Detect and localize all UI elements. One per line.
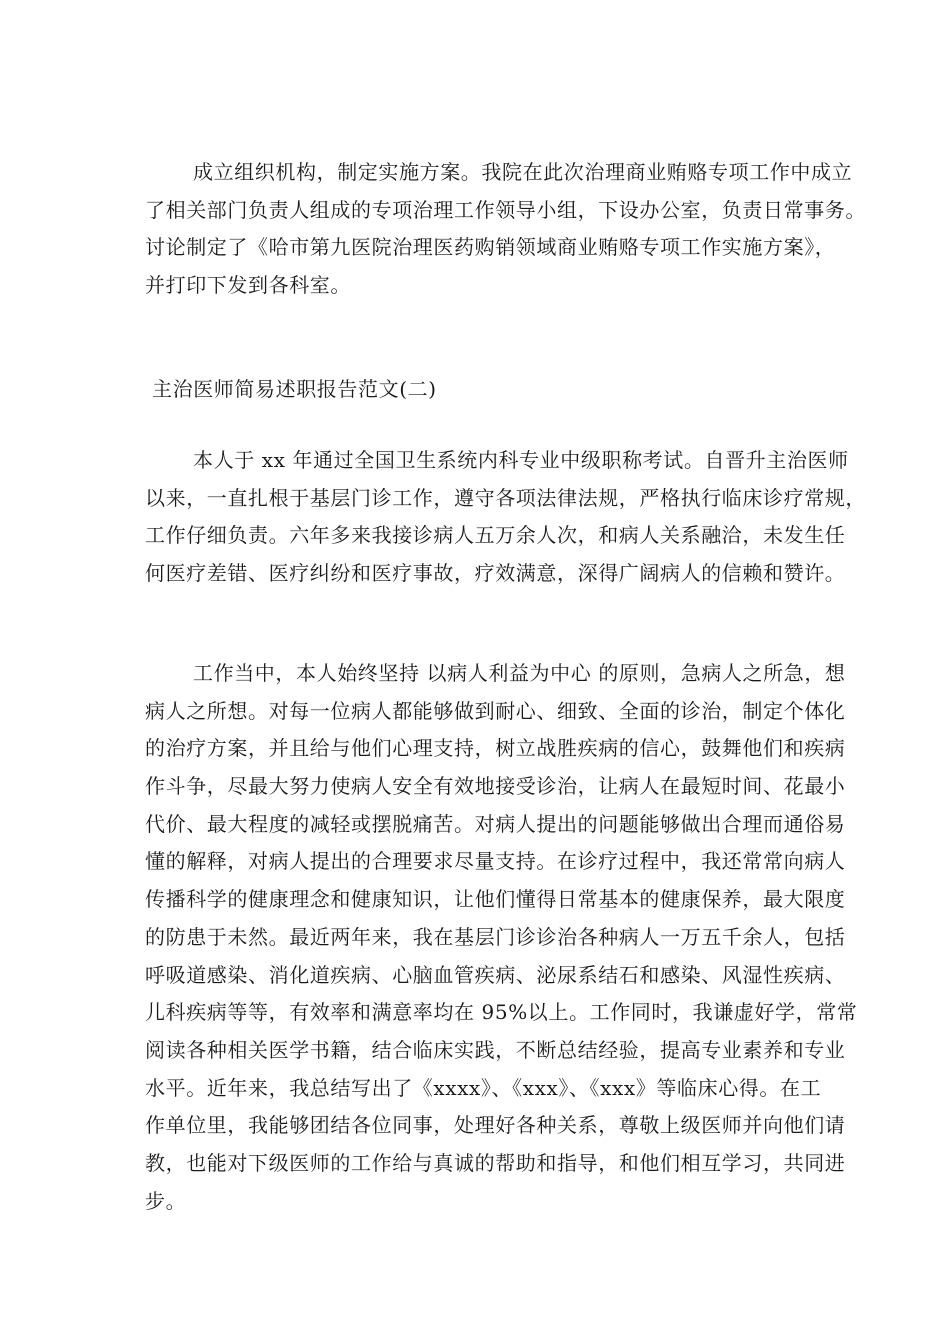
paragraph-line: 并打印下发到各科室。 [145, 273, 351, 297]
paragraph-line: 水平。近年来，我总结写出了《xxxx》、《xxx》、《xxx》等临床心得。在工 [145, 1076, 822, 1100]
paragraph-line: 的防患于未然。最近两年来，我在基层门诊诊治各种病人一万五千余人，包括 [145, 925, 846, 949]
paragraph-line: 作斗争，尽最大努力使病人安全有效地接受诊治，让病人在最短时间、花最小 [145, 774, 846, 798]
paragraph-line: 讨论制定了《哈市第九医院治理医药购销领域商业贿赂专项工作实施方案》， [145, 235, 836, 259]
paragraph-line: 呼吸道感染、消化道疾病、心脑血管疾病、泌尿系结石和感染、风湿性疾病、 [145, 963, 846, 987]
paragraph-line: 病人之所想。对每一位病人都能够做到耐心、细致、全面的诊治，制定个体化 [145, 699, 846, 723]
paragraph-line: 阅读各种相关医学书籍，结合临床实践，不断总结经验，提高专业素养和专业 [145, 1038, 846, 1062]
paragraph-line: 本人于 xx 年通过全国卫生系统内科专业中级职称考试。自晋升主治医师 [193, 448, 849, 472]
section-heading: 主治医师简易述职报告范文(二) [152, 377, 437, 401]
paragraph-line: 以来，一直扎根于基层门诊工作，遵守各项法律法规，严格执行临床诊疗常规， [145, 486, 866, 510]
paragraph-line: 工作当中，本人始终坚持 以病人利益为中心 的原则，急病人之所急，想 [193, 661, 846, 685]
paragraph-line: 作单位里，我能够团结各位同事，处理好各种关系，尊敬上级医师并向他们请 [145, 1113, 846, 1137]
paragraph-line: 代价、最大程度的减轻或摆脱痛苦。对病人提出的问题能够做出合理而通俗易 [145, 812, 846, 836]
paragraph-line: 何医疗差错、医疗纠纷和医疗事故，疗效满意，深得广阔病人的信赖和赞许。 [145, 561, 846, 585]
paragraph-line: 懂的解释，对病人提出的合理要求尽量支持。在诊疗过程中，我还常常向病人 [145, 849, 846, 873]
paragraph-line: 传播科学的健康理念和健康知识，让他们懂得日常基本的健康保养，最大限度 [145, 887, 846, 911]
paragraph-line: 成立组织机构，制定实施方案。我院在此次治理商业贿赂专项工作中成立 [193, 160, 853, 184]
paragraph-line: 的治疗方案，并且给与他们心理支持，树立战胜疾病的信心，鼓舞他们和疾病 [145, 736, 846, 760]
paragraph-line: 儿科疾病等等，有效率和满意率均在 95%以上。工作同时，我谦虚好学，常常 [145, 1000, 858, 1024]
paragraph-line: 工作仔细负责。六年多来我接诊病人五万余人次，和病人关系融洽，未发生任 [145, 523, 846, 547]
paragraph-line: 了相关部门负责人组成的专项治理工作领导小组，下设办公室，负责日常事务。 [145, 198, 866, 222]
paragraph-line: 教，也能对下级医师的工作给与真诚的帮助和指导，和他们相互学习，共同进 [145, 1151, 846, 1175]
paragraph-line: 步。 [145, 1189, 187, 1213]
